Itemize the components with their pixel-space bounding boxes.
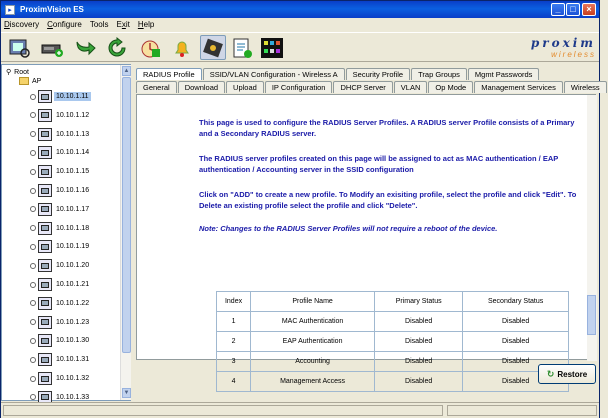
refresh-icon [105,37,129,59]
connector-icon [30,394,36,400]
access-point-icon [38,184,52,197]
image-grid-icon [260,37,284,59]
table-cell: 1 [217,312,251,332]
tab-wireless[interactable]: Wireless [564,81,607,93]
content-pane [134,64,598,401]
title-bar [1,1,599,18]
connector-icon [30,244,36,250]
restore-icon: ↻ [546,368,555,379]
discover-icon [7,37,31,59]
tab-dhcp-server[interactable]: DHCP Server [333,81,392,93]
table-cell: Disabled [375,312,463,332]
report-button[interactable] [229,35,255,60]
table-cell: 4 [217,372,251,392]
info-text-1: This page is used to configure the RADIUS Server Profiles. A RADIUS server Profile consists of a Primary and a Secondary RADIUS server. [199,118,575,138]
table-cell: Disabled [463,332,569,352]
access-point-icon [38,146,52,159]
connector-icon [30,338,36,344]
column-header[interactable]: Index [217,292,251,312]
scroll-down-arrow[interactable]: ▼ [123,390,130,396]
toolbar [1,32,599,62]
schedule-icon [138,37,162,59]
access-point-icon [38,128,52,141]
tree-node-ap[interactable] [30,333,91,348]
tree-node-label: 10.10.1.30 [56,337,90,345]
connector-icon [30,94,36,100]
folder-icon [19,77,29,85]
tab-ssid-vlan-configuration-wireless-a[interactable]: SSID/VLAN Configuration - Wireless A [203,68,345,80]
menu-accel: D [4,20,10,29]
tree-node-ap[interactable] [30,239,91,254]
logo-subtext: wireless [551,50,596,59]
tree-node-label: 10.10.1.19 [56,243,90,251]
menu-text-post: it [125,20,130,29]
proxim-logo [506,36,596,58]
connector-icon [30,169,36,175]
tree-root[interactable] [6,68,29,76]
tree-node-label: 10.10.1.12 [56,111,90,119]
menu-item-2[interactable] [90,20,109,29]
column-header[interactable]: Primary Status [375,292,463,312]
tree-node-label: 10.10.1.15 [56,168,90,176]
table-row[interactable] [217,332,569,352]
connector-icon [30,150,36,156]
status-cell-main [3,405,443,416]
refresh-button[interactable] [104,35,130,60]
connector-icon [30,225,36,231]
menu-item-4[interactable] [138,20,154,29]
tab-op-mode[interactable]: Op Mode [428,81,473,93]
table-cell: Disabled [463,372,569,392]
add-device-icon [40,37,64,59]
tree-node-ap[interactable] [30,183,91,198]
table-cell: Disabled [375,352,463,372]
connector-icon [30,282,36,288]
connector-icon [30,263,36,269]
tab-management-services[interactable]: Management Services [474,81,563,93]
tree-node-ap[interactable] [30,202,91,217]
tree-node-label: 10.10.1.31 [56,356,90,364]
configure-device-icon [201,37,225,59]
connector-icon [30,376,36,382]
window-title: ProximVision ES [20,5,84,14]
tab-row-secondary [136,81,608,93]
access-point-icon [38,316,52,329]
status-bar [1,402,599,418]
access-point-icon [38,278,52,291]
access-point-icon [38,109,52,122]
table-cell: MAC Authentication [251,312,375,332]
table-cell: Accounting [251,352,375,372]
maximize-button[interactable]: □ [566,3,580,16]
access-point-icon [38,165,52,178]
table-cell: Disabled [375,332,463,352]
tree-node-label: 10.10.1.18 [56,224,90,232]
tree-node-ap[interactable] [30,352,91,367]
tree-node-label: 10.10.1.17 [56,205,90,213]
table-row[interactable] [217,372,569,392]
close-button[interactable]: × [582,3,596,16]
connector-icon [30,188,36,194]
app-icon: ▸ [5,5,15,15]
menu-text-post: iscovery [9,20,40,29]
tree-node-label: 10.10.1.14 [56,149,90,157]
connector-icon [30,206,36,212]
tree-node-label: 10.10.1.33 [56,393,90,401]
access-point-icon [38,203,52,216]
connector-icon [30,319,36,325]
tab-ip-configuration[interactable]: IP Configuration [265,81,333,93]
menu-text-post: Tools [89,20,109,29]
info-text-3: Click on "ADD" to create a new profile. To Modify an exisiting profile, select the profile and click "Edit". To Delete an existing profile select the profile and click "Delete". [199,190,577,210]
column-header[interactable]: Secondary Status [463,292,569,312]
tab-upload[interactable]: Upload [226,81,264,93]
status-cell-secondary [447,405,597,416]
tree-node-ap[interactable] [30,108,91,123]
panel-scrollbar[interactable] [587,95,597,361]
table-cell: Disabled [463,312,569,332]
menu-item-1[interactable] [47,20,82,29]
add-device-button[interactable] [39,35,65,60]
tree-node-ap[interactable] [30,221,91,236]
alarm-button[interactable] [169,35,195,60]
tab-general[interactable]: General [136,81,177,93]
restore-label: Restore [557,369,588,379]
menu-item-3[interactable] [117,20,130,29]
tree-node-ap[interactable] [30,127,91,142]
alarm-bell-icon [170,37,194,59]
radius-profile-table [216,291,569,392]
logo-text: proxim [530,36,596,50]
table-header-row [217,292,569,312]
tree-node-label: 10.10.1.23 [56,318,90,326]
access-point-icon [38,240,52,253]
menu-text-post: onfigure [52,20,82,29]
configure-device-button[interactable] [200,35,226,60]
menu-bar [1,18,599,31]
panel-scroll-thumb[interactable] [587,295,596,335]
device-tree [1,64,131,401]
restore-button[interactable] [538,364,596,384]
table-cell: 3 [217,352,251,372]
tree-node-label: 10.10.1.16 [56,187,90,194]
minimize-button[interactable]: _ [551,3,565,16]
menu-accel: C [47,20,53,29]
table-cell: EAP Authentication [251,332,375,352]
tree-node-label: 10.10.1.13 [56,130,90,138]
tree-node-ap[interactable] [30,315,91,330]
tree-group-label: AP [32,77,42,85]
menu-accel: x [121,20,126,29]
menu-text-post: elp [143,20,155,29]
connector-icon [30,112,36,118]
forward-icon [73,37,97,59]
access-point-icon [38,90,52,103]
menu-accel: H [137,20,144,29]
tree-root-label: Root [14,68,29,76]
access-point-icon [38,259,52,272]
connector-icon [30,357,36,363]
access-point-icon [38,222,52,235]
tree-node-ap[interactable] [30,277,91,292]
table-row[interactable] [217,312,569,332]
access-point-icon [38,297,52,310]
column-header[interactable]: Profile Name [251,292,375,312]
info-note: Note: Changes to the RADIUS Server Profiles will not require a reboot of the device. [199,224,498,233]
discover-button[interactable] [6,35,32,60]
scroll-up-arrow[interactable]: ▲ [123,68,130,74]
access-point-icon [38,334,52,347]
report-icon [230,37,254,59]
table-cell: Management Access [251,372,375,392]
table-cell: 2 [217,332,251,352]
tab-download[interactable]: Download [178,81,225,93]
tree-node-ap[interactable] [30,145,91,160]
tree-node-ap[interactable] [30,89,91,104]
tree-node-label: 10.10.1.11 [56,93,89,100]
image-grid-button[interactable] [259,35,285,60]
menu-text-pre: E [116,20,122,29]
forward-button[interactable] [72,35,98,60]
tab-mgmt-passwords[interactable]: Mgmt Passwords [468,68,540,80]
tab-trap-groups[interactable]: Trap Groups [411,68,467,80]
tree-group-ap[interactable] [19,77,41,85]
tree-node-label: 10.10.1.21 [56,281,90,288]
tree-node-ap[interactable] [30,371,91,386]
tree-node-ap[interactable] [30,258,91,273]
tab-radius-profile[interactable]: RADIUS Profile [136,68,202,80]
access-point-icon [38,353,52,366]
connector-icon [30,131,36,137]
connector-icon [30,300,36,306]
tree-node-label: 10.10.1.22 [56,299,90,307]
tree-scroll-thumb[interactable] [122,77,131,353]
tree-node-ap[interactable] [30,296,91,311]
table-cell: Disabled [375,372,463,392]
tree-scrollbar[interactable] [120,65,131,400]
tab-vlan[interactable]: VLAN [394,81,428,93]
tree-node-label: 10.10.1.32 [56,375,90,382]
tree-node-label: 10.10.1.20 [56,262,90,270]
tree-node-ap[interactable] [30,164,91,179]
table-row[interactable] [217,352,569,372]
table-cell: Disabled [463,352,569,372]
tab-row-primary [136,68,540,80]
access-point-icon [38,372,52,385]
info-text-2: The RADIUS server profiles created on this page will be assigned to act as MAC authentication / EAP authentication / Accounting server in the SSID configuration [199,154,559,174]
menu-item-0[interactable] [4,20,39,29]
schedule-button[interactable] [137,35,163,60]
network-icon: ⚲ [6,69,12,76]
tab-security-profile[interactable]: Security Profile [346,68,410,80]
